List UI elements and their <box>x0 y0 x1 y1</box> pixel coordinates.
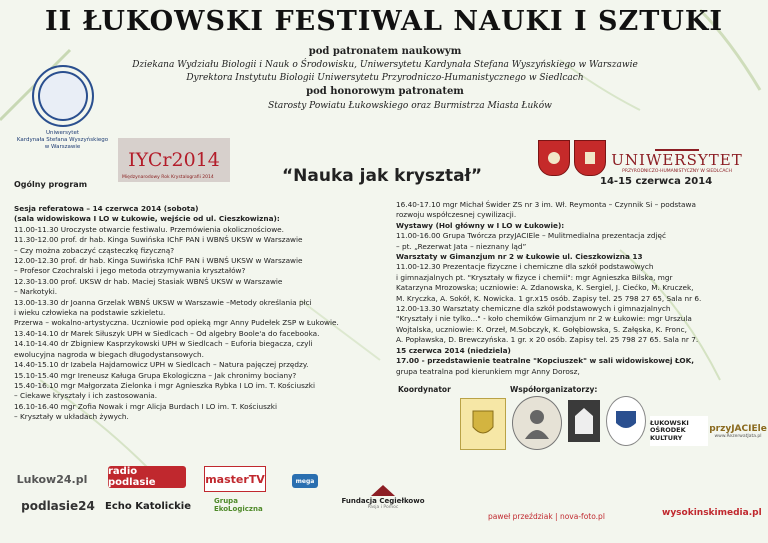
uksw-seal-icon <box>32 65 94 127</box>
program-line: 14.40-15.10 dr Izabela Hajdamowicz UPH w Siedlcach – Natura pajęczej przędzy. <box>14 360 309 370</box>
portrait-icon <box>523 407 551 439</box>
program-line: 12.30-13.00 prof. UKSW dr hab. Maciej Stasiak WBNŚ UKSW w Warszawie <box>14 276 283 286</box>
grupa-ekologiczna-logo-text: Grupa EkoLogiczna <box>214 497 263 513</box>
uph-roof-icon <box>655 138 699 151</box>
program-line: 16.40-17.10 mgr Michał Świder ZS nr 3 im. Wł. Reymonta – Czynnik Si – podstawa <box>396 200 696 209</box>
program-line: – Ciekawe kryształy i ich zastosowania. <box>14 391 158 401</box>
program-line: Warsztaty w Gimanzjum nr 2 w Łukowie ul. Cieszkowizna 13 <box>396 252 643 262</box>
program-line: 11.00-11.30 Uroczyste otwarcie festiwalu. Przemówienia okolicznościowe. <box>14 224 284 234</box>
master-tv-logo <box>204 466 266 492</box>
school-crest-logo <box>460 398 506 450</box>
program-line: 12.00-13.30 Warsztaty chemiczne dla szkół podstawowych i gimnazjalnych <box>396 304 671 314</box>
iycr-logo-subtitle: Międzynarodowy Rok Krystalografii 2014 <box>122 175 214 180</box>
patron-line-2: Dyrektora Instytutu Biologii Uniwersytetu Przyrodniczo-Humanistycznego w Siedlcach <box>186 73 584 83</box>
patronage-scientific-label: pod patronatem naukowym <box>308 46 462 57</box>
program-line: – Czy można zobaczyć cząsteczkę fizyczną? <box>14 245 175 255</box>
program-line: 16.10-16.40 mgr Zofia Nowak i mgr Alicja Burdach I LO im. T. Kościuszki <box>14 401 277 411</box>
program-line: 15.10-15.40 mgr Ireneusz Kaługa Grupa Ekologiczna – Jak chronimy bociany? <box>14 370 297 380</box>
fundacja-cegielkowo-logo <box>340 480 426 512</box>
general-program-label: Ogólny program <box>14 180 88 189</box>
program-line: 12.00-12.30 prof. dr hab. Kinga Suwińska IChF PAN i WBNŚ UKSW w Warszawie <box>14 256 303 266</box>
program-line: Sesja referatowa – 14 czerwca 2014 (sobota) <box>14 204 199 213</box>
co-organizers-label: Współorganizatorzy: <box>510 385 598 394</box>
pawel-przezdziak-credit: paweł przeździak | nova-foto.pl <box>488 512 605 521</box>
uph-logo-text: UNIWERSYTET <box>611 151 743 169</box>
program-line: (sala widowiskowa I LO w Łukowie, wejście od ul. Cieszkowizna): <box>14 214 280 224</box>
lukow-county-crest-icon <box>538 140 570 176</box>
uph-logo <box>598 138 756 174</box>
program-line: A. Popławska, D. Brewczyńska. 1 gr. x 20 osób. Zapisy tel. 25 798 27 65. Sala nr 7. <box>396 335 699 345</box>
patron-line-1: Dziekana Wydziału Biologii i Nauk o Środowisku, Uniwersytetu Kardynała Stefana Wyszyńskiego w Warszawie <box>132 60 638 70</box>
lok-logo <box>650 416 708 446</box>
lok-logo-text: ŁUKOWSKI OŚRODEK KULTURY <box>650 418 689 442</box>
program-line: 11.00-16.00 Grupa Twórcza przyJACIEle – Mulitmedialna prezentacja zdjęć <box>396 231 666 241</box>
program-line: 11.30-12.00 prof. dr hab. Kinga Suwińska IChF PAN i WBNŚ UKSW w Warszawie <box>14 235 303 245</box>
radio-podlasie-logo <box>108 466 186 488</box>
przyjaciele-logo <box>709 418 767 444</box>
program-line: – pt. „Rezerwat Jata – nieznany ląd” <box>396 241 527 251</box>
podlasie24-logo <box>22 496 94 516</box>
honorary-patron-line: Starosty Powiatu Łukowskiego oraz Burmistrza Miasta Łuków <box>268 101 552 111</box>
lukow24-logo-text: Lukow24.pl <box>16 472 88 486</box>
school-emblem-logo <box>568 400 600 442</box>
program-line: 17.00 - przedstawienie teatralne "Kopciuszek" w sali widowiskowej ŁOK, <box>396 356 695 366</box>
cegielkowo-logo-text: Fundacja Cegiełkowo <box>341 496 425 505</box>
program-line: 13.40-14.10 dr Marek Siłuszyk UPH w Siedlcach – Od algebry Boole'a do facebooka. <box>14 328 320 338</box>
program-line: 15.40-16.10 mgr Małgorzata Zielonka i mgr Agnieszka Rybka I LO im. T. Kościuszki <box>14 380 315 390</box>
program-left-column <box>14 204 384 423</box>
lukow24-logo <box>16 470 88 488</box>
crest-icon <box>471 409 495 439</box>
emblem-icon <box>573 406 595 436</box>
podlasie24-logo-text: podlasie24 <box>21 499 95 513</box>
program-line: M. Kryczka, A. Sokół, K. Nowicka. 1 gr.x15 osób. Zapisy tel. 25 798 27 65, Sala nr 6. <box>396 293 702 303</box>
grupa-ekologiczna-logo <box>214 494 274 516</box>
coordinator-label: Koordynator <box>398 385 451 394</box>
przyjaciele-url: www.RezerwatJata.pl <box>714 433 762 439</box>
gimnazjum-logo <box>606 396 646 446</box>
iycr-logo-text: IYCr2014 <box>128 149 220 171</box>
echo-katolickie-logo-text: Echo Katolickie <box>104 500 192 512</box>
program-line: rozwoju współczesnej cywilizacji. <box>396 210 517 220</box>
uksw-name: Uniwersytet Kardynała Stefana Wyszyńskiego w Warszawie <box>16 130 109 150</box>
program-line: Wojtalska, uczniowie: K. Orzeł, M.Sobczyk, K. Gołębiowska, S. Załęska, K. Fronc, <box>396 324 687 334</box>
cegielkowo-logo-subtitle: Pasja i Pomoc <box>367 504 399 510</box>
uksw-logo <box>10 52 115 164</box>
program-line: Wystawy (Hol główny w I LO w Łukowie): <box>396 220 565 230</box>
program-line: Katarzyna Mrozowska; uczniowie: A. Zdanowska, K. Sergiel, J. Ciećko, M. Kruczek, <box>396 283 694 293</box>
program-line: – Profesor Czochralski i jego metoda otrzymywania kryształów? <box>14 266 246 276</box>
house-icon <box>370 483 396 497</box>
program-line: Przerwa – wokalno-artystyczna. Uczniowie pod opieką mgr Anny Pudełek ZSP w Łukowie. <box>14 318 339 328</box>
program-line: i gimnazjalnych pt. "Kryształy w fizyce i chemii": mgr Agnieszka Bilska, mgr <box>396 272 673 282</box>
program-line: 14.10-14.40 dr Zbigniew Kasprzykowski UPH w Siedlcach – Euforia biegacza, czyli <box>14 339 313 349</box>
iycr-logo <box>118 138 230 182</box>
program-line: 15 czerwca 2014 (niedziela) <box>396 345 511 355</box>
program-line: grupa teatralna pod kierunkiem mgr Anny Dorosz, <box>396 366 580 376</box>
patronage-honorary-label: pod honorowym patronatem <box>306 86 464 97</box>
master-tv-logo-text: masterTV <box>205 472 265 486</box>
festival-slogan: “Nauka jak kryształ” <box>281 166 483 186</box>
program-line: ewolucyjna nagroda w biegach długodystansowych. <box>14 349 204 359</box>
przyjaciele-logo-text: przyJACIEle <box>709 423 767 434</box>
uph-logo-subtitle: PRZYRODNICZO-HUMANISTYCZNY W SIEDLCACH <box>622 169 732 174</box>
program-line: 13.00-13.30 dr Joanna Grzelak WBNŚ UKSW w Warszawie –Metody określania płci <box>14 297 312 307</box>
shield-icon <box>614 409 638 433</box>
kosciuszko-portrait-logo <box>512 396 562 450</box>
program-line: – Kryształy w układach żywych. <box>14 412 129 422</box>
program-line: i wieku człowieka na podstawie szkieletu. <box>14 308 166 318</box>
megastar-logo <box>292 474 318 488</box>
page-title: II ŁUKOWSKI FESTIWAL NAUKI I SZTUKI <box>44 6 724 37</box>
wysokinskimedia-logo: wysokinskimedia.pl <box>662 508 762 518</box>
megastar-logo-text: mega <box>295 477 315 485</box>
echo-katolickie-logo <box>102 498 194 514</box>
program-line: – Narkotyki. <box>14 287 58 297</box>
program-line: 11.00-12.30 Prezentacje fizyczne i chemiczne dla szkół podstawowych <box>396 262 654 272</box>
program-right-column <box>396 200 766 377</box>
festival-date: 14-15 czerwca 2014 <box>600 176 713 187</box>
radio-podlasie-logo-text: radio podlasie <box>108 466 156 488</box>
program-line: "Kryształy i nie tylko..." - koło chemików Gimanzjum nr 2 w Łukowie: mgr Urszula <box>396 314 692 324</box>
